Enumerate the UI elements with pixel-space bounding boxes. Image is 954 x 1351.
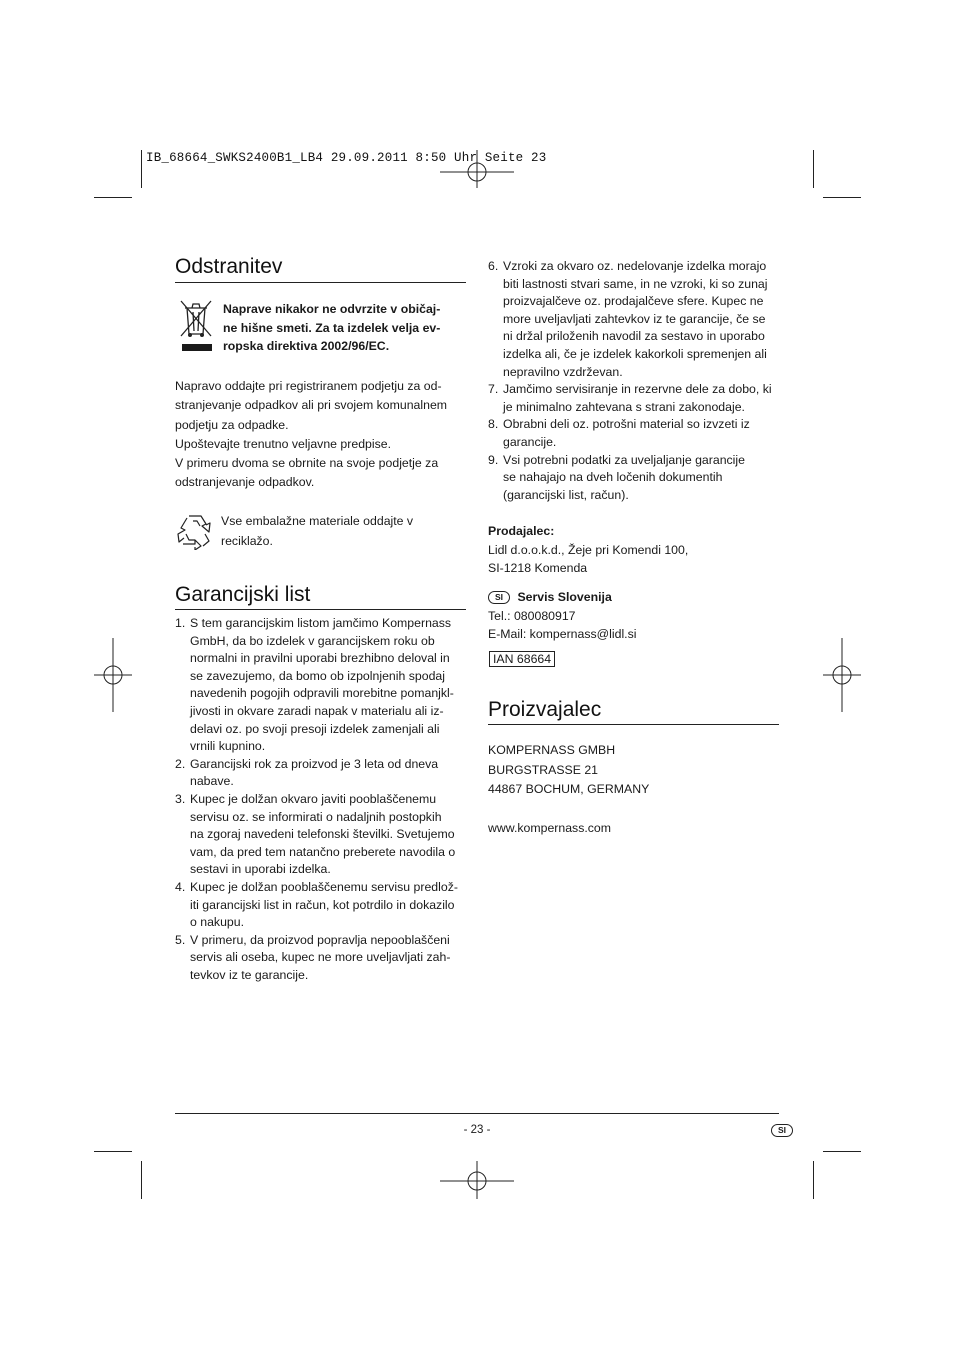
warranty-item: 8. Obrabni deli oz. potrošni material so izvzeti iz garancije. [488,417,750,449]
disposal-title-rule [175,282,466,283]
manufacturer-title: Proizvajalec [488,698,602,721]
service-block [488,588,636,644]
warranty-item: 3. Kupec je dolžan okvaro javiti pooblaščenemu servisu oz. se informirati o nadaljnih postopkih na zgoraj navedeni telefonski številki. Svetujemo vam, da pred tem natančno preberete navodila o sestavi in uporabi izdelka. [175,791,456,877]
service-email: E-Mail: kompernass@lidl.si [488,627,637,641]
manufacturer-website: www.kompernass.com [488,821,612,835]
seller-label: Prodajalec: [488,524,555,538]
disposal-title: Odstranitev [175,255,283,278]
seller-block: Prodajalec: Lidl d.o.o.k.d., Žeje pri Komendi 100, SI-1218 Komenda [488,524,689,575]
country-badge: SI [488,591,510,604]
crossed-bin-icon [178,298,214,356]
manufacturer-address: KOMPERNASS GMBH BURGSTRASSE 21 44867 BOCHUM, GERMANY [488,743,650,796]
service-tel: Tel.: 080080917 [488,608,576,623]
page-number: - 23 - [463,1124,491,1136]
service-name: Servis Slovenija [517,590,612,604]
ian-box: IAN 68664 [489,650,555,668]
print-slug: IB_68664_SWKS2400B1_LB4 29.09.2011 8:50 Uhr Seite 23 [146,151,547,165]
warranty-item: 9. Vsi potrebni podatki za uveljaljanje garancije se nahajajo na dveh ločenih dokumentih (garancijski list, račun). [488,452,745,502]
warranty-item: 5. V primeru, da proizvod popravlja nepooblaščeni servis ali oseba, kupec ne more uveljavljati zah- tevkov iz te garancije. [175,932,451,982]
warranty-item: 1. S tem garancijskim listom jamčimo Kompernass GmbH, da bo izdelek v garancijskem roku ob normalni in pravilni uporabi brezhibno deloval in se zavezujemo, da bomo ob izpolnjenih spodaj navedenih pogojih odpravili morebitne pomanjkl- jivosti in okvare zaradi napak v materialu ali iz- delavi oz. po svoji presoji izdelek zamenjali ali vrnili kupnino. [175,616,454,754]
footer-country-badge: SI [771,1122,793,1140]
warranty-list-right [488,258,781,504]
warranty-list-left [175,615,468,984]
warranty-title: Garancijski list [175,583,311,606]
recycle-note: Vse embalažne materiale oddajte v reciklažo. [221,514,414,548]
warranty-item: 7. Jamčimo servisiranje in rezervne dele za dobo, ki je minimalno zahtevana s strani zakonodaje. [488,382,772,414]
warranty-item: 4. Kupec je dolžan pooblaščenemu servisu predlož- iti garancijski list in račun, kot potrdilo in dokazilo o nakupu. [175,879,458,930]
warranty-item: 2. Garancijski rok za proizvod je 3 leta od dneva nabave. [175,756,439,789]
warranty-item: 6. Vzroki za okvaro oz. nedelovanje izdelka morajo biti lastnosti stvari same, in ne vzroki, ki so zunaj proizvajalčeve oz. prodajalčeve sfere. Kupec ne more uveljavljati zahtevkov iz te garancije, če se ni držal priloženih navodil za sestavo in uporabo izdelka ali, če je izdelek kakorkoli spremenjen ali nepravilno vzdrževan. [488,259,768,379]
disposal-warning: Naprave nikakor ne odvrzite v običaj- ne hišne smeti. Za ta izdelek velja ev- ropska direktiva 2002/96/EC. [223,302,441,353]
disposal-body: Napravo oddajte pri registriranem podjetju za od- stranjevanje odpadkov ali pri svojem komunalnem podjetju za odpadke. Upoštevajte trenutno veljavne predpise. V primeru dvoma se obrnite na svoje podjetje za odstranjevanje odpadkov. [175,379,448,490]
manufacturer-title-rule [488,724,779,725]
recycle-icon [175,510,215,550]
footer-rule [175,1113,779,1114]
warranty-title-rule [175,609,466,610]
